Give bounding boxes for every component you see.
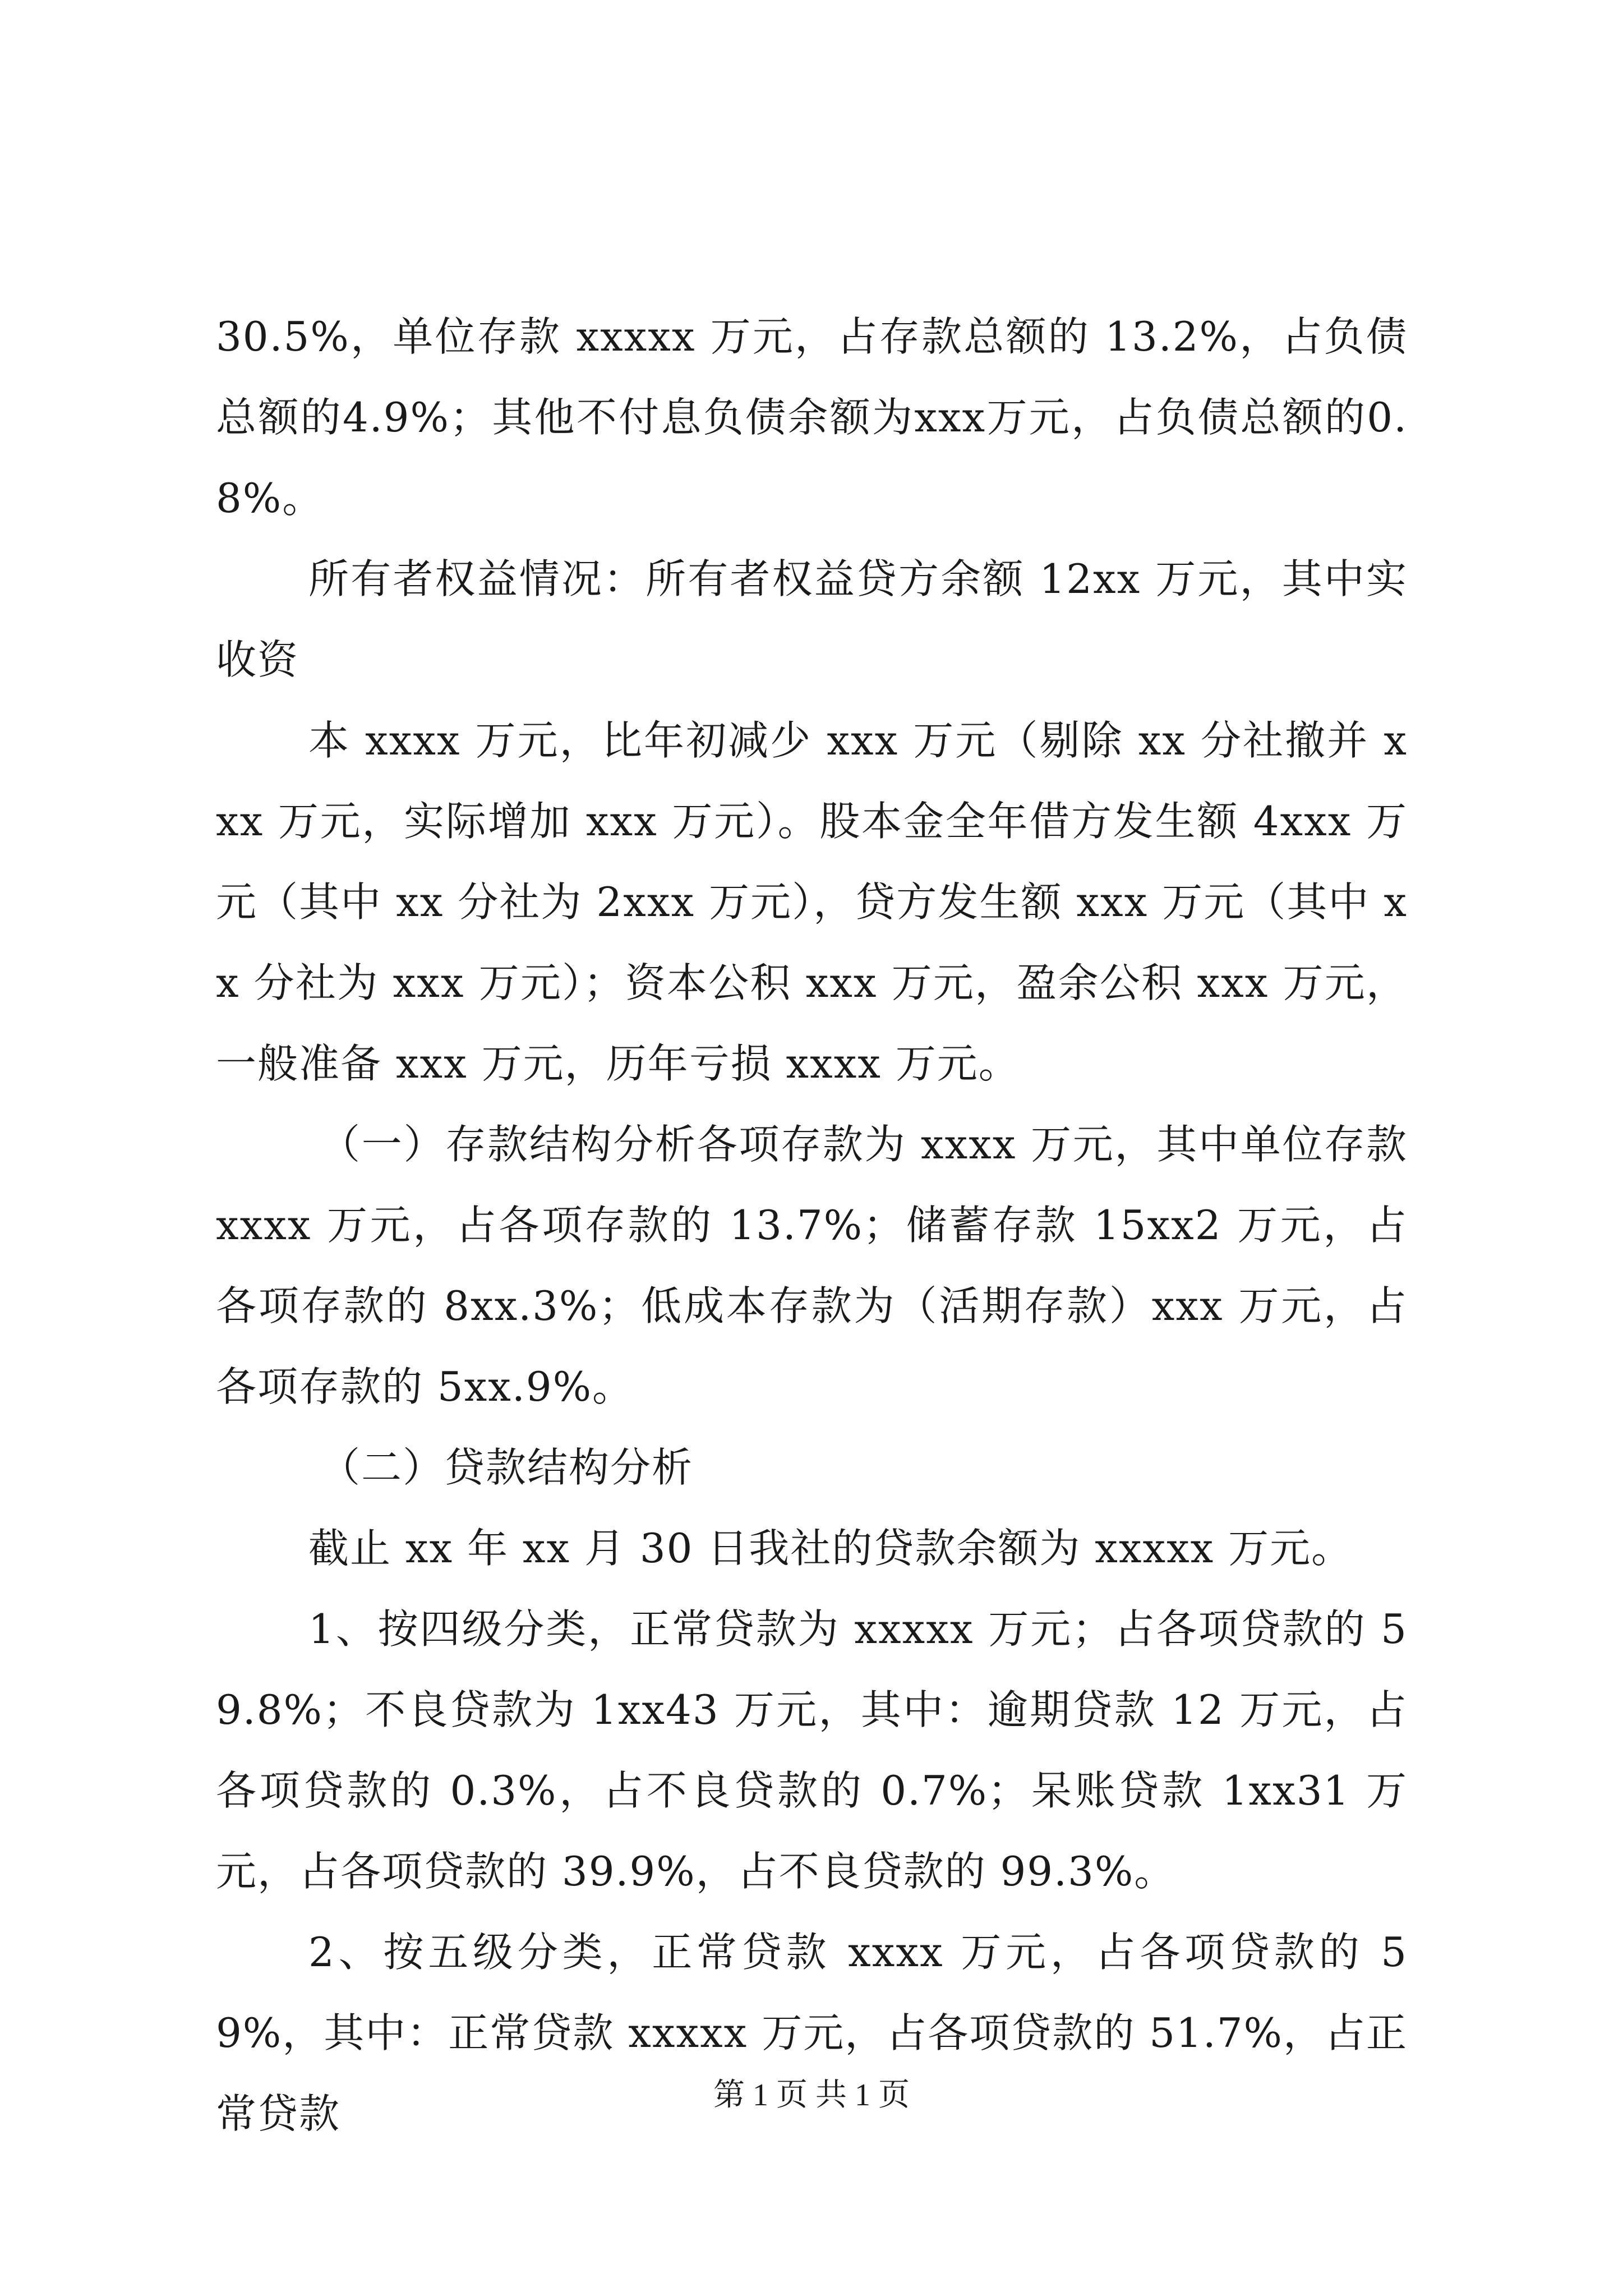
paragraph-five-level-classification: 2、按五级分类，正常贷款 xxxx 万元，占各项贷款的 59%，其中：正常贷款 xxxxx 万元，占各项贷款的 51.7%，占正常贷款 (216, 1929, 1408, 2137)
paragraph-liability-continued: 30.5%，单位存款 xxxxx 万元，占存款总额的 13.2%，占负债总额的4.9%；其他不付息负债余额为xxx万元，占负债总额的0.8%。 (216, 313, 1408, 522)
heading-loan-structure: （二）贷款结构分析 (320, 1444, 694, 1491)
page-footer: 第 1 页 共 1 页 (713, 2078, 910, 2113)
paragraph-four-level-classification: 1、按四级分类，正常贷款为 xxxxx 万元；占各项贷款的 59.8%；不良贷款为 1xx43 万元，其中：逾期贷款 12 万元，占各项贷款的 0.3%，占不良贷款的 0.7%；呆账贷款 1xx31 万元，占各项贷款的 39.9%，占不良贷款的 99.3%。 (216, 1605, 1408, 1895)
document-body (216, 296, 1408, 2154)
paragraph-deposit-structure: （一）存款结构分析各项存款为 xxxx 万元，其中单位存款 xxxx 万元，占各项存款的 13.7%；储蓄存款 15xx2 万元，占各项存款的 8xx.3%；低成本存款为（活期存款）xxx 万元，占各项存款的 5xx.9%。 (216, 1121, 1408, 1410)
paragraph-owner-equity: 所有者权益情况：所有者权益贷方余额 12xx 万元，其中实收资 (216, 555, 1408, 683)
paragraph-paid-in-capital: 本 xxxx 万元，比年初减少 xxx 万元（剔除 xx 分社撤并 xxx 万元，实际增加 xxx 万元）。股本金全年借方发生额 4xxx 万元（其中 xx 分社为 2xxx 万元），贷方发生额 xxx 万元（其中 xx 分社为 xxx 万元）；资本公积 xxx 万元，盈余公积 xxx 万元，一般准备 xxx 万元，历年亏损 xxxx 万元。 (216, 717, 1408, 1087)
paragraph-loan-balance: 截止 xx 年 xx 月 30 日我社的贷款余额为 xxxxx 万元。 (308, 1525, 1353, 1572)
